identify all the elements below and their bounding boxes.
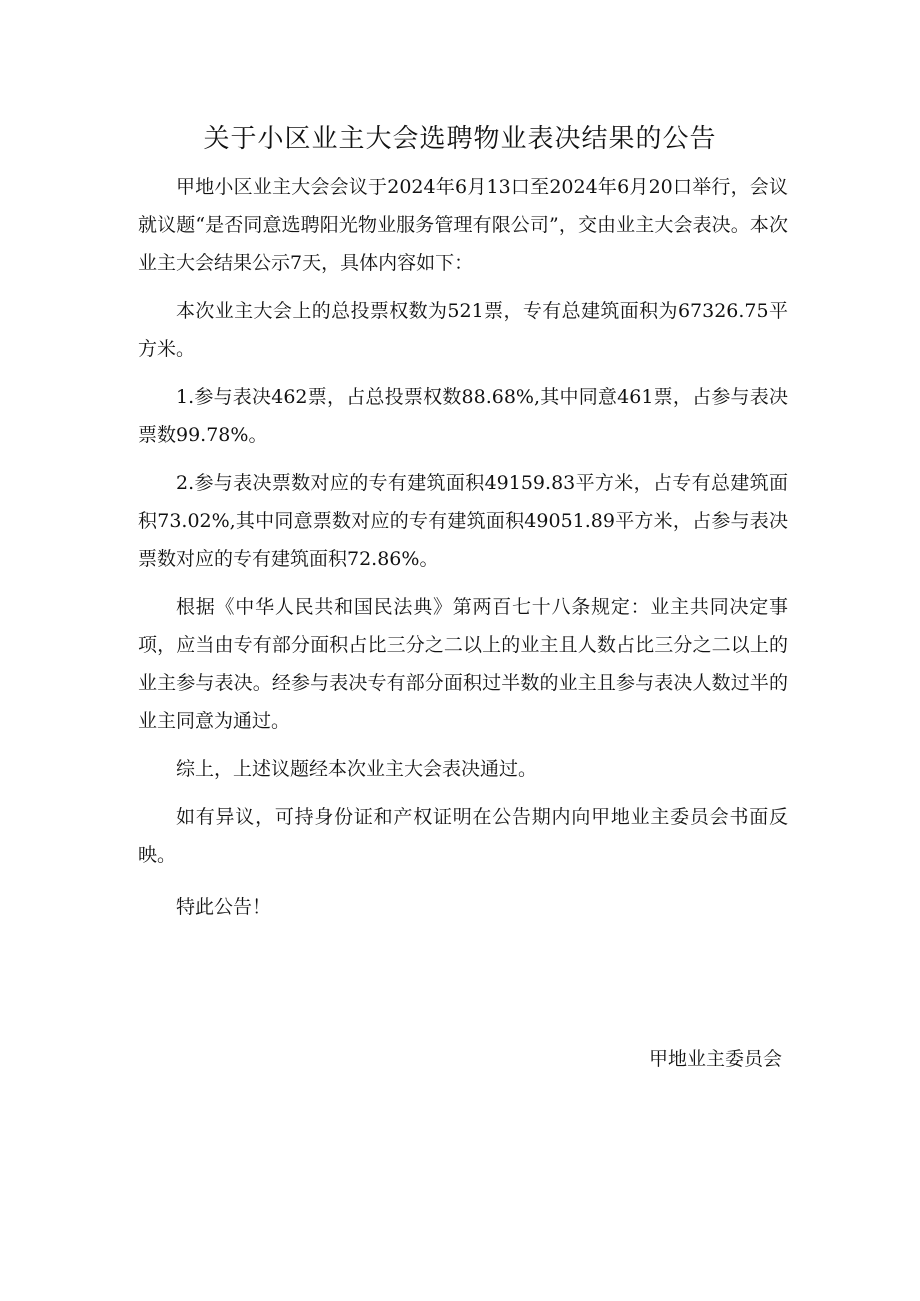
paragraph-legal-basis: 根据《中华人民共和国民法典》第两百七十八条规定：业主共同决定事项，应当由专有部分面积占比三分之二以上的业主且人数占比三分之二以上的业主参与表决。经参与表决专有部分面积过半数的业主且参与表决人数过半的业主同意为通过。 xyxy=(138,596,788,732)
notice-body xyxy=(138,168,788,926)
paragraph-conclusion: 综上，上述议题经本次业主大会表决通过。 xyxy=(176,758,538,780)
paragraph-vote-count: 1.参与表决462票，占总投票权数88.68%,其中同意461票，占参与表决票数99.78%。 xyxy=(138,386,788,446)
notice-title: 关于小区业主大会选聘物业表决结果的公告 xyxy=(203,124,717,154)
paragraph-vote-area: 2.参与表决票数对应的专有建筑面积49159.83平方米，占专有总建筑面积73.02%,其中同意票数对应的专有建筑面积49051.89平方米，占参与表决票数对应的专有建筑面积72.86%。 xyxy=(138,472,788,570)
paragraph-total-votes: 本次业主大会上的总投票权数为521票，专有总建筑面积为67326.75平方米。 xyxy=(138,300,788,360)
paragraph-closing: 特此公告！ xyxy=(176,896,272,918)
paragraph-intro: 甲地小区业主大会会议于2024年6月13口至2024年6月20口举行，会议就议题“是否同意选聘阳光物业服务管理有限公司”，交由业主大会表决。本次业主大会结果公示7天，具体内容如下： xyxy=(138,176,788,274)
paragraph-objection: 如有异议，可持身份证和产权证明在公告期内向甲地业主委员会书面反映。 xyxy=(138,806,788,866)
signature: 甲地业主委员会 xyxy=(648,1048,782,1070)
